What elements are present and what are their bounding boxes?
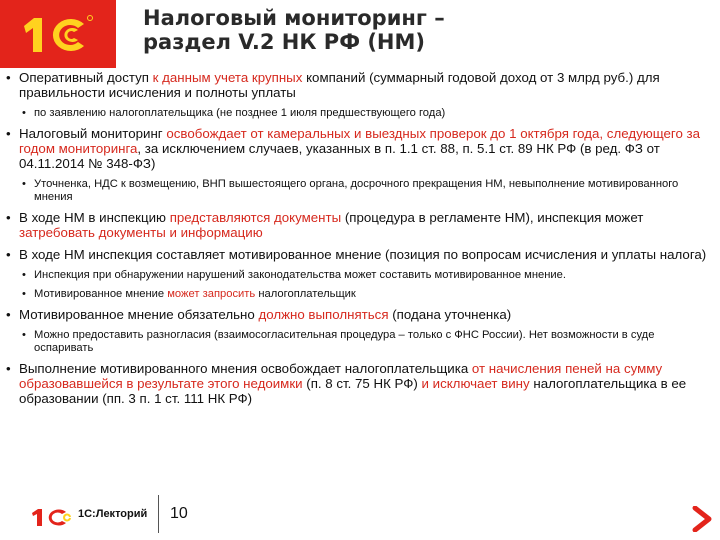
bullet-text: Мотивированное мнение [34,288,168,300]
lectorium-label: 1С:Лекторий [78,508,148,520]
footer-1c-logo-icon [30,506,74,528]
sub-bullet-item [6,107,712,120]
sub-bullet-item [6,329,712,355]
bullet-text: (подана уточненка) [388,307,512,322]
sub-bullet-item [6,288,712,301]
bullet-text: компаний (суммарный годовой доход от 3 млрд руб.) для правильности исчисления и полноты уплаты [19,70,660,100]
bullet-marker: • [22,329,26,341]
bullet-text: Можно предоставить разногласия (взаимосогласительная процедура – только с ФНС России). Нет возможности в суде оспаривать [34,329,655,354]
bullet-item [6,247,712,262]
bullet-item [6,70,712,100]
bullet-item [6,126,712,171]
1c-logo-icon [20,12,98,56]
highlight-text: затребовать документы и информацию [19,225,263,240]
bullet-text: В ходе НМ в инспекцию [19,210,170,225]
slide-title [143,6,663,54]
bullet-text: Мотивированное мнение обязательно [19,307,259,322]
sub-bullet-item [6,269,712,282]
bullet-text: Выполнение мотивированного мнения освобождает налогоплательщика [19,361,472,376]
highlight-text: от начисления пеней на сумму образовавшейся в результате этого недоимки [19,361,663,391]
bullet-marker: • [6,247,11,262]
highlight-text: и исключает вину [421,376,530,391]
bullet-text: (процедура в регламенте НМ), инспекция может [341,210,644,225]
bullet-text: налогоплательщика в ее образовании (пп. 3 п. 1 ст. 111 НК РФ) [19,376,687,406]
bullet-marker: • [6,126,11,141]
bullet-marker: • [6,361,11,376]
bullet-item [6,361,712,406]
bullet-marker: • [22,288,26,300]
bullet-marker: • [6,307,11,322]
highlight-text: должно выполняться [258,307,389,322]
bullet-text: Уточненка, НДС к возмещению, ВНП вышестоящего органа, досрочного прекращения НМ, невыполнение мотивированного мнения [34,178,679,203]
brand-logo [0,0,116,68]
bullet-list [6,70,712,413]
next-arrow-icon[interactable] [692,506,714,532]
bullet-text: Инспекция при обнаружении нарушений законодательства может составить мотивированное мнение. [34,269,567,281]
sub-bullet-item [6,178,712,204]
bullet-text: (п. 8 ст. 75 НК РФ) [302,376,422,391]
highlight-text: освобождает от камеральных и выездных проверок до 1 октября года, следующего за годом мониторинга [19,126,701,156]
bullet-marker: • [22,269,26,281]
title-line-1: Налоговый мониторинг – [143,6,445,30]
bullet-marker: • [22,107,26,119]
bullet-marker: • [6,70,11,85]
bullet-text: Налоговый мониторинг [19,126,167,141]
bullet-item [6,210,712,240]
bullet-text: В ходе НМ инспекция составляет мотивированное мнение (позиция по вопросам исчисления и уплаты налога) [19,247,707,262]
bullet-marker: • [22,178,26,190]
bullet-text: Оперативный доступ [19,70,153,85]
bullet-text: по заявлению налогоплательщика (не позднее 1 июля предшествующего года) [34,107,446,119]
page-number: 10 [170,505,188,522]
highlight-text: представляются документы [169,210,342,225]
bullet-marker: • [6,210,11,225]
highlight-text: может запросить [167,288,256,300]
bullet-item [6,307,712,322]
bullet-text: налогоплательщик [255,288,356,300]
highlight-text: к данным учета крупных [152,70,303,85]
title-line-2: раздел V.2 НК РФ (НМ) [143,30,425,54]
bullet-text: , за исключением случаев, указанных в п. 1.1 ст. 88, п. 5.1 ст. 89 НК РФ (в ред. ФЗ от 04.11.2014 № 348-ФЗ) [19,141,660,171]
footer-divider [158,495,159,533]
